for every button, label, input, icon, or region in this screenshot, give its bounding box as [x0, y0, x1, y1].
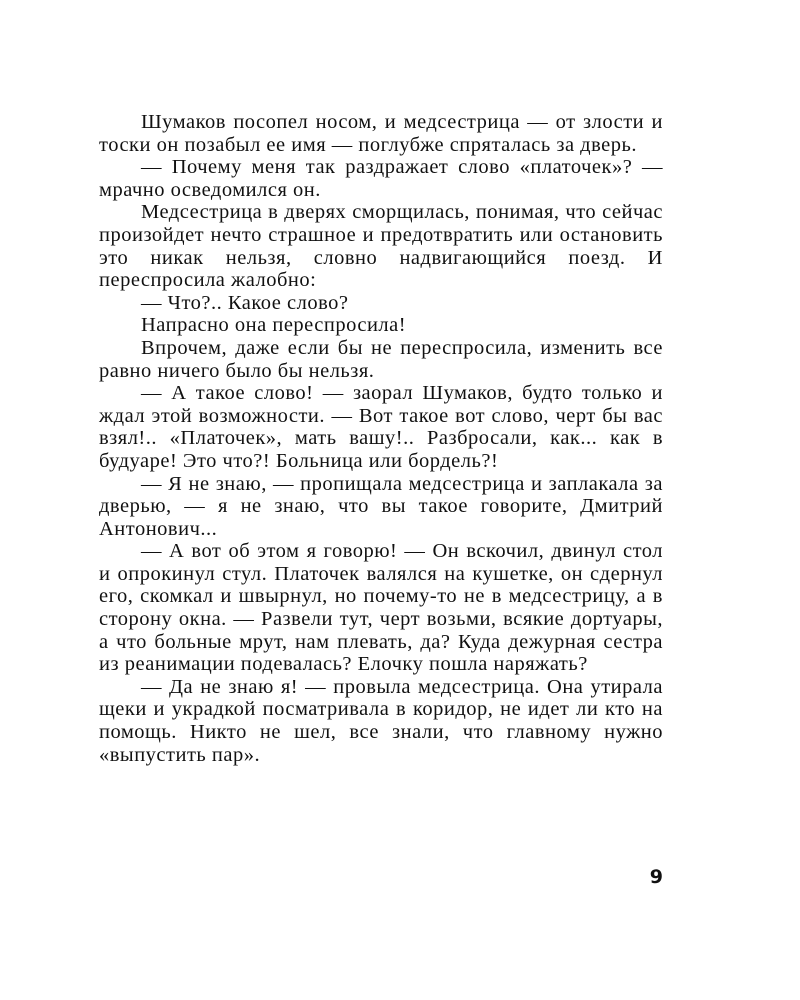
paragraph: Впрочем, даже если бы не переспросила, изменить все равно ничего было бы нельзя.	[99, 336, 663, 382]
paragraph: — Почему меня так раздражает слово «платочек»? — мрачно осведомился он.	[99, 156, 663, 201]
paragraph: — А такое слово! — заорал Шумаков, будто только и ждал этой возможности. — Вот такое вот слово, черт бы вас взял!.. «Платочек», мать вашу!.. Разбросали, как... как в будуаре! Это что?! Больница или бордель?!	[99, 382, 663, 472]
book-page-text	[99, 111, 663, 766]
paragraph: — Я не знаю, — пропищала медсестрица и заплакала за дверью, — я не знаю, что вы такое говорите, Дмитрий Антонович...	[99, 472, 663, 540]
paragraph: — А вот об этом я говорю! — Он вскочил, двинул стол и опрокинул стул. Платочек валялся на кушетке, он сдернул его, скомкал и швырнул, но почему-то не в медсестрицу, а в сторону окна. — Развели тут, черт возьми, всякие дортуары, а что больные мрут, нам плевать, да? Куда дежурная сестра из реанимации подевалась? Елочку пошла наряжать?	[99, 540, 663, 676]
paragraph: Медсестрица в дверях сморщилась, понимая, что сейчас произойдет нечто страшное и предотвратить или остановить это никак нельзя, словно надвигающийся поезд. И переспросила жалобно:	[99, 201, 663, 292]
paragraph: — Да не знаю я! — провыла медсестрица. Она утирала щеки и украдкой посматривала в коридор, не идет ли кто на помощь. Никто не шел, все знали, что главному нужно «выпустить пар».	[99, 675, 663, 766]
paragraph: Напрасно она переспросила!	[141, 314, 407, 337]
paragraph: Шумаков посопел носом, и медсестрица — от злости и тоски он позабыл ее имя — поглубже спряталась за дверь.	[99, 111, 663, 156]
paragraph: — Что?.. Какое слово?	[141, 291, 349, 314]
page-number: 9	[649, 866, 663, 888]
